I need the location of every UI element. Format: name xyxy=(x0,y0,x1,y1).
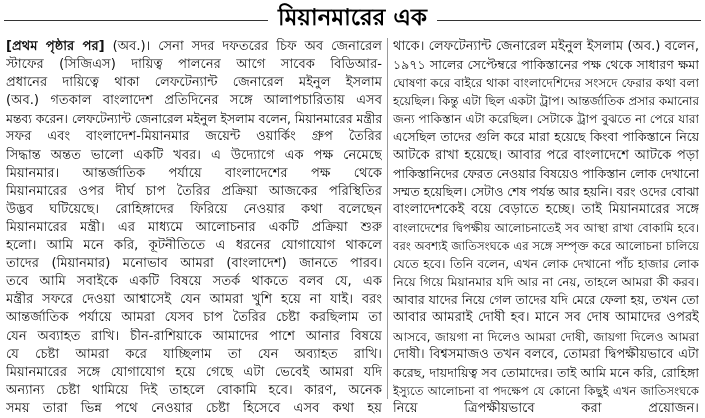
article-line-text: ঘোষণা করে বাইরে থাকা বাংলাদেশিদের সংসদে ফেরার কথা বলা xyxy=(393,76,699,91)
article-line-text: অন্যান্য চেষ্টা থামিয়ে দিই তাহলে বোকামি হবে। কারণ, অনেক xyxy=(6,382,382,398)
article-column-left xyxy=(6,38,382,418)
article-line xyxy=(393,273,699,291)
article-line xyxy=(6,56,382,74)
article-line-text: যে চেষ্টা আমরা করে যাচ্ছিলাম তা যেন অব্যাহত রাখি। xyxy=(6,346,382,362)
article-line xyxy=(6,346,382,364)
article-line-text: নিয়ে গিয়ে মিয়ানমার যদি আর না নেয়, তাহলে আমরা কী করব। xyxy=(393,275,699,290)
article-line xyxy=(6,237,382,255)
article-line xyxy=(393,219,699,237)
article-line-text: মিয়ানমারের মন্ত্রী। এর মাধ্যমে আলোচনার একটি প্রক্রিয়া শুরু xyxy=(6,219,382,235)
article-line-text: প্রধানের দায়িত্বে থাকা লেফটেন্যান্ট জেনারেল মইনুল ইসলাম xyxy=(6,75,382,91)
article-line-text: সময় তারা ভিন্ন পথে নেওয়ার চেষ্টা হিসেবে এসব কথা হয় xyxy=(6,400,382,416)
article-line-text: উদ্ভব ঘটিয়েছে। রোহিঙ্গাদের ফিরিয়ে নেওয়ার কথা বলেছেন xyxy=(6,201,382,217)
article-line xyxy=(393,309,699,327)
article-line xyxy=(6,219,382,237)
article-line xyxy=(393,400,699,418)
headline-bar xyxy=(0,3,705,33)
article-line-text: বরং অবশ্যই জাতিসংঘকে এর সঙ্গে সম্পৃক্ত করে আলোচনা চালিয়ে xyxy=(393,239,699,254)
article-line xyxy=(393,255,699,273)
article-line-text: তাদের (মিয়ানমার) মনোভাব আমরা (বাংলাদেশ) জানতে পারব। xyxy=(6,256,382,272)
article-line xyxy=(6,165,382,183)
article-line-text: আন্তর্জাতিক পর্যায়ে আমরা যেসব চাপ তৈরির চেষ্টা করছিলাম তা xyxy=(6,310,382,326)
article-line-text: এসেছিল তাদের গুলি করে মারা হয়েছে কিংবা পাকিস্তানে নিয়ে xyxy=(393,130,699,145)
article-line-text: মিয়ানমারের সঙ্গে যোগাযোগ হয়ে গেছে এটা ভেবেই আমরা যদি xyxy=(6,364,382,380)
article-line xyxy=(6,328,382,346)
article-line-text: (অব.) গতকাল বাংলাদেশ প্রতিদিনের সঙ্গে আলাপচারিতায় এসব xyxy=(6,93,382,109)
continuation-lead: [প্রথম পৃষ্ঠার পর] xyxy=(6,39,105,54)
article-line xyxy=(6,309,382,327)
article-line-text: হলো। আমি মনে করি, কূটনীতিতে এ ধরনের যোগাযোগ থাকলে xyxy=(6,238,382,254)
article-line-text: দোষী। বিশ্বসমাজও তখন বলবে, তোমরা দ্বিপক্ষীয়ভাবে এটা xyxy=(393,346,699,362)
article-line-text: পাকিস্তানিদের ফেরত নেওয়ার বিষয়েও পাকিস্তান লোক দেখানো xyxy=(393,166,699,181)
article-line-text: আটকে রাখা হয়েছে। আবার পরে বাংলাদেশে আটকে পড়া xyxy=(393,147,699,163)
article-line xyxy=(6,273,382,291)
article-line-text: যেতে হবে। তিনি বলেন, এখন লোক দেখানো পাঁচ হাজার লোক xyxy=(393,257,699,272)
article-line-text: সিদ্ধান্ত অন্তত ভালো একটি খবর। এ উদ্যোগে এক পক্ষ নেমেছে xyxy=(6,147,382,163)
article-column-right xyxy=(393,38,699,418)
article-line xyxy=(393,291,699,309)
article-line-text: মিয়ানমার। আন্তর্জাতিক পর্যায়ে বাংলাদেশের পক্ষ থেকে xyxy=(6,165,382,181)
article-line-text: নিয়ে ত্রিপক্ষীয়ভাবে করা প্রয়োজন। xyxy=(393,400,699,416)
article-line xyxy=(6,92,382,110)
article-line-text: আসবে, জায়গা না দিলেও আমরা দোষী, জায়গা দিলেও আমরা xyxy=(393,329,699,344)
article-line-text: সফর এবং বাংলাদেশ-মিয়ানমার জয়েন্ট ওয়ার্কিং গ্রুপ তৈরির xyxy=(6,129,382,145)
article-line-text: তবে আমি সবাইকে একটি বিষয়ে সতর্ক থাকতে বলব যে, এক xyxy=(6,274,382,290)
article-line-text: বাংলাদেশকেই বয়ে বেড়াতে হচ্ছে। তাই মিয়ানমারের সঙ্গে xyxy=(393,201,699,217)
article-line xyxy=(6,147,382,165)
article-line-text: করেছ, দায়দায়িত্ব সব তোমাদের। তাই আমি মনে করি, রোহিঙ্গা xyxy=(393,364,699,380)
article-line xyxy=(6,382,382,400)
article-line-text: মন্তব্য করেন। লেফটেন্যান্ট জেনারেল মইনুল ইসলাম বলেন, মিয়ানমারের মন্ত্রীর xyxy=(6,112,382,127)
headline: মিয়ানমারের এক xyxy=(268,3,437,33)
article-line xyxy=(393,147,699,165)
article-line xyxy=(6,110,382,128)
article-line xyxy=(6,128,382,146)
article-line-text: যেন অব্যাহত রাখি। চীন-রাশিয়াকে আমাদের পাশে আনার বিষয়ে xyxy=(6,328,382,344)
article-line xyxy=(6,400,382,418)
article-line xyxy=(393,328,699,346)
article-line-text: ইস্যুতে আলোচনা বা পদক্ষেপ যে কোনো কিছুই এখন জাতিসংঘকে xyxy=(393,383,699,398)
article-line xyxy=(6,201,382,219)
article-line xyxy=(393,74,699,92)
article-line xyxy=(393,237,699,255)
article-line-text: হয়েছিল। কিন্তু এটা ছিল একটা ট্রাপ। আন্তর্জাতিক প্রসার কমানোর xyxy=(393,94,699,109)
article-line-text: (অব.)। সেনা সদর দফতরের চিফ অব জেনারেল xyxy=(112,39,382,54)
article-line-text: মিয়ানমারের ওপর দীর্ঘ চাপ তৈরির প্রক্রিয়া আজকের পরিস্থিতির xyxy=(6,183,382,199)
article-line xyxy=(393,56,699,74)
article-line xyxy=(393,92,699,110)
article-line xyxy=(6,364,382,382)
article-line xyxy=(6,183,382,201)
article-line xyxy=(393,382,699,400)
article-line xyxy=(393,201,699,219)
article-line xyxy=(393,346,699,364)
article-line-text: ১৯৭১ সালের সেপ্টেম্বরে পাকিস্তানের পক্ষ থেকে সাধারণ ক্ষমা xyxy=(393,57,699,73)
article-line xyxy=(6,74,382,92)
article-line xyxy=(6,38,382,56)
article-line-text: জন্য পাকিস্তান এটা করেছিল। সেটাকে ট্রাপ বুঝতে না পেরে যারা xyxy=(393,112,699,127)
article-line-text: আবার আমরাই দোষী হব। মানে সব দোষ আমাদের ওপরই xyxy=(393,310,699,326)
article-line-text: স্টাফের (সিজিএস) দায়িত্ব পালনের আগে সাবেক বিডিআর- xyxy=(6,57,382,73)
article-line-text: থাকে। লেফটেন্যান্ট জেনারেল মইনুল ইসলাম (অব.) বলেন, xyxy=(393,39,699,54)
article-line xyxy=(6,291,382,309)
article-line-text: সম্মত হয়েছিল। সেটাও শেষ পর্যন্ত আর হয়নি। বরং ওদের বোঝা xyxy=(393,184,699,199)
article-line xyxy=(393,364,699,382)
article-line xyxy=(393,38,699,56)
article-line xyxy=(393,165,699,183)
article-line-text: বাংলাদেশের দ্বিপক্ষীয় আলোচনাতেই সব আস্থা রাখা বোকামি হবে। xyxy=(393,220,699,235)
article-line xyxy=(393,128,699,146)
article-line-text: মন্ত্রীর সফরে দেওয়া আশ্বাসেই যেন আমরা খুশি হয়ে না যাই। বরং xyxy=(6,292,382,308)
article-line xyxy=(393,110,699,128)
article-line xyxy=(6,255,382,273)
article-line xyxy=(393,183,699,201)
column-divider xyxy=(387,38,388,399)
article-line-text: আবার যাদের নিয়ে গেল তাদের যদি মেরে ফেলা হয়, তখন তো xyxy=(393,293,699,308)
